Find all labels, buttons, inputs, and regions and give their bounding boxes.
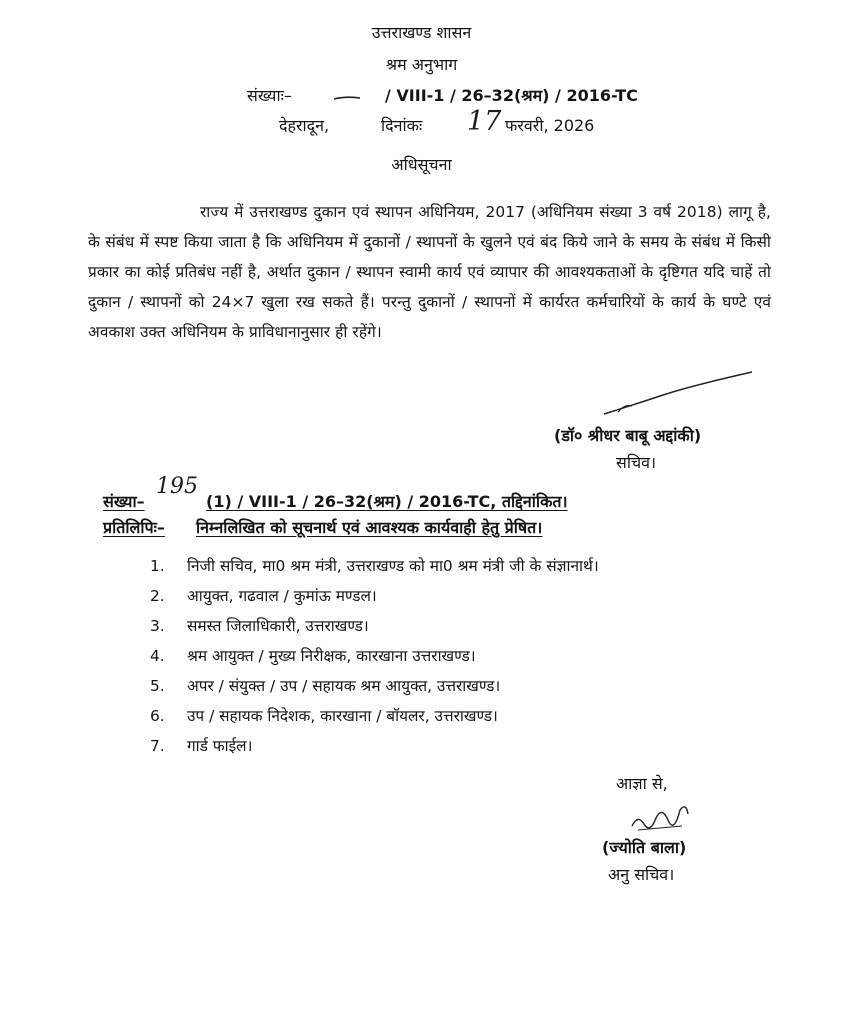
- list-item: 3. समस्त जिलाधिकारी, उत्तराखण्ड।: [150, 617, 369, 635]
- signatory-name: (डॉ० श्रीधर बाबू अद्दांकी): [554, 426, 702, 445]
- signature-scribble: [628, 796, 692, 836]
- place-label: देहरादून,: [279, 116, 330, 135]
- date-month-year: फरवरी, 2026: [505, 116, 595, 135]
- copy-number-label: संख्या–: [103, 492, 145, 511]
- copy-prefix: प्रतिलिपिः–: [103, 518, 165, 537]
- list-item: 1. निजी सचिव, मा0 श्रम मंत्री, उत्तराखण्ड को मा0 श्रम मंत्री जी के संज्ञानार्थ।: [150, 557, 599, 575]
- list-item: 2. आयुक्त, गढवाल / कुमांऊ मण्डल।: [150, 587, 377, 605]
- list-item: 6. उप / सहायक निदेशक, कारखाना / बॉयलर, उत्तराखण्ड।: [150, 707, 498, 725]
- handwritten-dash-mark: [332, 92, 362, 104]
- department-heading: श्रम अनुभाग: [385, 55, 458, 74]
- list-item: 4. श्रम आयुक्त / मुख्य निरीक्षक, कारखाना उत्तराखण्ड।: [150, 647, 476, 665]
- distribution-list: [150, 556, 599, 766]
- letter-number: / VIII-1 / 26–32(श्रम) / 2016-TC: [385, 86, 638, 105]
- signatory2-name: (ज्योति बाला): [602, 838, 687, 857]
- signatory2-designation: अनु सचिव।: [608, 865, 675, 884]
- notification-body: राज्य में उत्तराखण्ड दुकान एवं स्थापन अधिनियम, 2017 (अधिनियम संख्या 3 वर्ष 2018) लागू है, के संबंध में स्पष्ट किया जाता है कि अधिनियम में दुकानों / स्थापनों के खुलने एवं बंद किये जाने के समय के संबंध में किसी प्रकार का कोई प्रतिबंध नहीं है, अर्थात दुकान / स्थापन स्वामी कार्य एवं व्यापार की आवश्यकताओं के दृष्टिगत यदि चाहें तो दुकान / स्थापनों को 24×7 खुला रख सकते हैं। परन्तु दुकानों / स्थापनों में कार्यरत कर्मचारियों के कार्य के घण्टे एवं अवकाश उक्त अधिनियम के प्राविधानानुसार ही रहेंगे।: [88, 203, 771, 341]
- copy-number-handwritten: 195: [156, 474, 198, 499]
- copy-instruction: निम्नलिखित को सूचनार्थ एवं आवश्यक कार्यवाही हेतु प्रेषित।: [196, 518, 543, 537]
- date-label: दिनांकः: [381, 116, 423, 135]
- list-item: 7. गार्ड फाईल।: [150, 737, 253, 755]
- by-order-text: आज्ञा से,: [616, 774, 668, 793]
- notification-title: अधिसूचना: [391, 155, 452, 174]
- date-day-handwritten: 17: [467, 106, 502, 137]
- signatory-designation: सचिव।: [616, 453, 657, 472]
- signature-stroke: [600, 366, 760, 418]
- number-label: संख्याः–: [247, 86, 292, 105]
- government-heading: उत्तराखण्ड शासन: [371, 23, 472, 42]
- list-item: 5. अपर / संयुक्त / उप / सहायक श्रम आयुक्त, उत्तराखण्ड।: [150, 677, 501, 695]
- copy-number-reference: (1) / VIII-1 / 26–32(श्रम) / 2016-TC, तद्दिनांकित।: [206, 492, 568, 511]
